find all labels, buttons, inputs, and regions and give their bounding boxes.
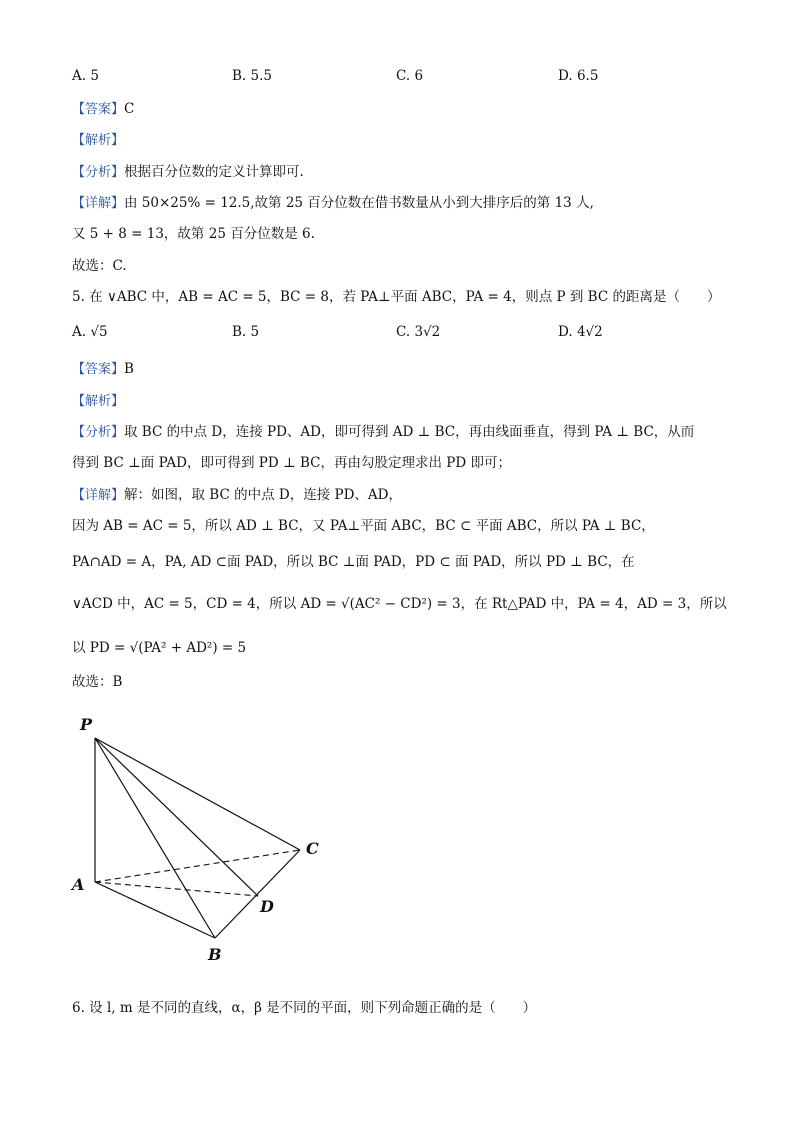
q5-option-b: B. 5 — [232, 324, 260, 340]
q5-stem: 5. 在 ∨ABC 中，AB = AC = 5，BC = 8，若 PA⊥平面 ABC，PA = 4，则点 P 到 BC 的距离是（ ） — [72, 289, 721, 305]
q5-detail-5: 以 PD = √(PA² + AD²) = 5 — [72, 640, 247, 656]
label-d: D — [260, 897, 274, 916]
pyramid-figure — [60, 710, 340, 965]
q6-stem: 6. 设 l, m 是不同的直线，α，β 是不同的平面，则下列命题正确的是（ ） — [72, 1000, 537, 1016]
q4-fenxi: 【分析】根据百分位数的定义计算即可. — [72, 164, 304, 180]
q5-fenxi-1: 【分析】取 BC 的中点 D，连接 PD、AD，即可得到 AD ⊥ BC，再由线面垂直，得到 PA ⊥ BC，从而 — [72, 424, 695, 440]
q4-option-a: A. 5 — [72, 68, 99, 84]
q5-option-c: C. 3√2 — [396, 324, 441, 340]
q5-choose: 故选：B — [72, 674, 123, 690]
q5-detail-4: ∨ACD 中，AC = 5，CD = 4，所以 AD = √(AC² − CD²) = 3，在 Rt△PAD 中，PA = 4，AD = 3，所以 — [72, 596, 727, 612]
q4-option-c: C. 6 — [396, 68, 424, 84]
q4-detail-1: 【详解】由 50×25% = 12.5,故第 25 百分位数在借书数量从小到大排序后的第 13 人, — [72, 195, 594, 211]
q4-option-b: B. 5.5 — [232, 68, 272, 84]
q5-fenxi-2: 得到 BC ⊥面 PAD，即可得到 PD ⊥ BC，再由勾股定理求出 PD 即可； — [72, 455, 511, 471]
label-a: A — [72, 875, 85, 894]
q5-detail-1: 【详解】解：如图，取 BC 的中点 D，连接 PD、AD， — [72, 487, 402, 503]
q4-detail-2: 又 5 + 8 = 13，故第 25 百分位数是 6. — [72, 226, 315, 242]
label-b: B — [208, 945, 222, 964]
q5-detail-3: PA∩AD = A，PA, AD ⊂面 PAD，所以 BC ⊥面 PAD，PD ⊂ 面 PAD，所以 PD ⊥ BC，在 — [72, 554, 635, 570]
q5-detail-2: 因为 AB = AC = 5，所以 AD ⊥ BC，又 PA⊥平面 ABC，BC ⊂ 平面 ABC，所以 PA ⊥ BC， — [72, 518, 655, 534]
edge-pb — [95, 738, 215, 938]
edge-ac-dashed — [95, 850, 300, 882]
q4-option-d: D. 6.5 — [558, 68, 599, 84]
q5-option-d: D. 4√2 — [558, 324, 603, 340]
q5-option-a: A. √5 — [72, 324, 108, 340]
label-p: P — [80, 715, 93, 734]
q4-answer: 【答案】C — [72, 101, 135, 117]
edge-pd — [95, 738, 258, 896]
label-c: C — [306, 839, 319, 858]
q5-analysis-tag: 【解析】 — [72, 394, 125, 409]
q4-analysis-tag: 【解析】 — [72, 133, 125, 148]
edge-pc — [95, 738, 300, 850]
edge-bc — [215, 850, 300, 938]
q4-choose: 故选：C. — [72, 258, 127, 274]
q5-answer: 【答案】B — [72, 361, 134, 377]
